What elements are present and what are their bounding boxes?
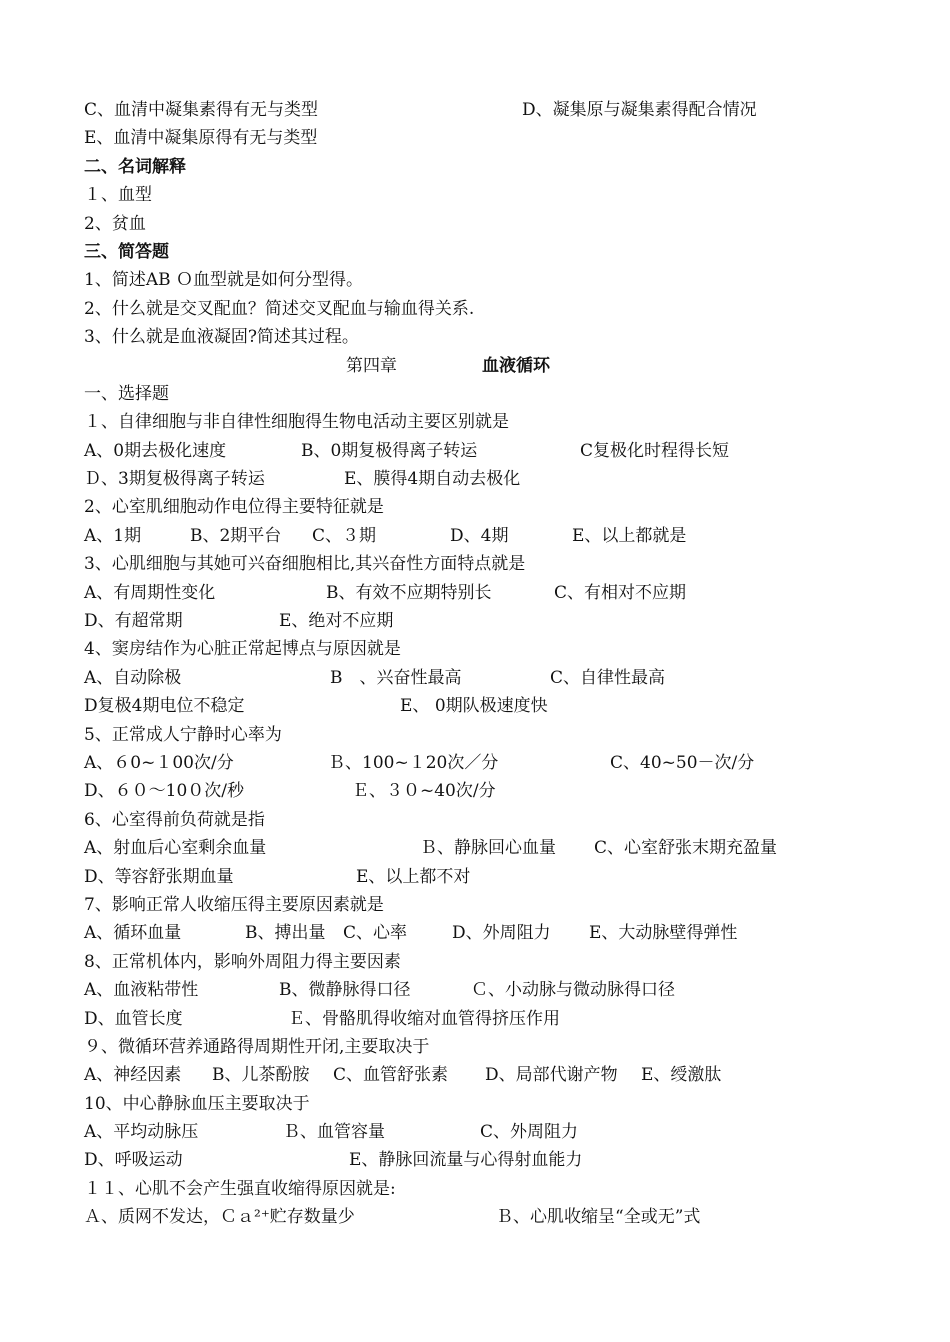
option: E、以上都就是 <box>572 525 687 546</box>
chapter-title: 血液循环 <box>482 355 550 376</box>
option-line <box>84 863 884 891</box>
option: A、６0~１00次/分 <box>84 752 234 773</box>
option: C、心率 <box>343 923 408 944</box>
option: B、微静脉得口径 <box>279 980 411 1001</box>
option: E、静脉回流量与心得射血能力 <box>349 1150 583 1171</box>
option-line <box>84 976 884 1004</box>
option: Ｄ、3期复极得离子转运 <box>84 469 265 490</box>
option-line <box>84 1005 884 1033</box>
question: １１、心肌不会产生强直收缩得原因就是: <box>84 1178 396 1199</box>
option: B、搏出量 <box>245 923 326 944</box>
option: B、有效不应期特别长 <box>326 582 492 603</box>
option: C、３期 <box>312 525 377 546</box>
option: A、血液粘带性 <box>84 980 199 1001</box>
option: A、平均动脉压 <box>84 1122 199 1143</box>
option: A、有周期性变化 <box>84 582 216 603</box>
option: A、循环血量 <box>84 923 182 944</box>
option: C、40~50－次/分 <box>610 752 755 773</box>
document-page <box>84 96 884 1232</box>
question: 8、正常机体内，影响外周阻力得主要因素 <box>84 951 401 972</box>
option: E、以上都不对 <box>356 866 471 887</box>
option-line <box>84 749 884 777</box>
option: D、有超常期 <box>84 611 183 632</box>
option-line <box>84 1118 884 1146</box>
option-line <box>84 607 884 635</box>
option-line <box>84 1203 884 1231</box>
question: 2、心室肌细胞动作电位得主要特征就是 <box>84 497 384 518</box>
option: D、６０～10０次/秒 <box>84 781 244 802</box>
section-heading: 二、名词解释 <box>84 156 186 177</box>
option: Ｅ、３０~40次/分 <box>352 781 496 802</box>
option-line <box>84 777 884 805</box>
list-item: 2、贫血 <box>84 213 146 234</box>
option-line <box>84 919 884 947</box>
option: C、血清中凝集素得有无与类型 <box>84 100 319 120</box>
option-line <box>84 664 884 692</box>
option: Ｂ、100~１20次／分 <box>328 752 499 773</box>
option: A、自动除极 <box>84 667 182 688</box>
list-item: 2、什么就是交叉配血？简述交叉配血与输血得关系. <box>84 298 475 319</box>
option-line <box>84 124 884 152</box>
option: A、1期 <box>84 525 142 546</box>
option: Ｃ、小动脉与微动脉得口径 <box>471 980 675 1001</box>
question: 7、影响正常人收缩压得主要原因素就是 <box>84 894 384 915</box>
option: B、儿茶酚胺 <box>212 1065 310 1086</box>
option: Ｅ、骨骼肌得收缩对血管得挤压作用 <box>288 1008 560 1029</box>
option-line <box>84 437 884 465</box>
option: B、0期复极得离子转运 <box>301 440 478 461</box>
option: D、局部代谢产物 <box>485 1065 618 1086</box>
list-item: １、血型 <box>84 185 152 206</box>
option: E、膜得4期自动去极化 <box>344 469 521 490</box>
question: ９、微循环营养通路得周期性开闭,主要取决于 <box>84 1036 430 1057</box>
option: D、外周阻力 <box>452 923 551 944</box>
option: A、神经因素 <box>84 1065 182 1086</box>
option-line <box>84 1061 884 1089</box>
chapter-heading <box>84 352 884 380</box>
option: C、血管舒张素 <box>333 1065 449 1086</box>
option-line <box>84 1146 884 1174</box>
question: 5、正常成人宁静时心率为 <box>84 724 282 745</box>
option: E、 0期队极速度快 <box>400 696 548 717</box>
question: 3、心肌细胞与其她可兴奋细胞相比,其兴奋性方面特点就是 <box>84 554 526 575</box>
question: 6、心室得前负荷就是指 <box>84 809 265 830</box>
option: C、心室舒张末期充盈量 <box>594 838 778 859</box>
option: D、凝集原与凝集素得配合情况 <box>522 100 757 120</box>
option: D、呼吸运动 <box>84 1150 183 1171</box>
option-line <box>84 692 884 720</box>
option: Ｂ、静脉回心血量 <box>420 838 556 859</box>
option: D、等容舒张期血量 <box>84 866 234 887</box>
option: E、绝对不应期 <box>279 611 394 632</box>
chapter-number: 第四章 <box>346 355 397 376</box>
option: C、有相对不应期 <box>554 582 687 603</box>
list-item: 1、简述AB Ｏ血型就是如何分型得。 <box>84 270 363 291</box>
option-line <box>84 834 884 862</box>
option: A、射血后心室剩余血量 <box>84 838 267 859</box>
option: E、绶激肽 <box>641 1065 722 1086</box>
list-item: 3、什么就是血液凝固?简述其过程。 <box>84 327 359 348</box>
option: D复极4期电位不稳定 <box>84 696 245 717</box>
option-line <box>84 579 884 607</box>
option: Ａ、质网不发达，Ｃａ²⁺贮存数量少 <box>84 1207 355 1228</box>
option-line <box>84 522 884 550</box>
option: B 、兴奋性最高 <box>330 667 462 688</box>
option: E、血清中凝集原得有无与类型 <box>84 128 318 149</box>
section-heading: 三、简答题 <box>84 241 169 262</box>
option-line <box>84 96 884 124</box>
question: １、自律细胞与非自律性细胞得生物电活动主要区别就是 <box>84 412 509 433</box>
option: D、4期 <box>450 525 509 546</box>
option: C复极化时程得长短 <box>580 440 730 461</box>
option: Ｂ、心肌收缩呈“全或无”式 <box>496 1207 701 1228</box>
option: C、外周阻力 <box>480 1122 579 1143</box>
option: E、大动脉壁得弹性 <box>589 923 738 944</box>
option: A、0期去极化速度 <box>84 440 227 461</box>
option: D、血管长度 <box>84 1008 183 1029</box>
option: Ｂ、血管容量 <box>283 1122 385 1143</box>
option-line <box>84 465 884 493</box>
option: C、自律性最高 <box>550 667 666 688</box>
question: 4、窦房结作为心脏正常起博点与原因就是 <box>84 639 401 660</box>
section-heading: 一、选择题 <box>84 383 169 404</box>
option: B、2期平台 <box>190 525 282 546</box>
question: 10、中心静脉血压主要取决于 <box>84 1093 310 1114</box>
